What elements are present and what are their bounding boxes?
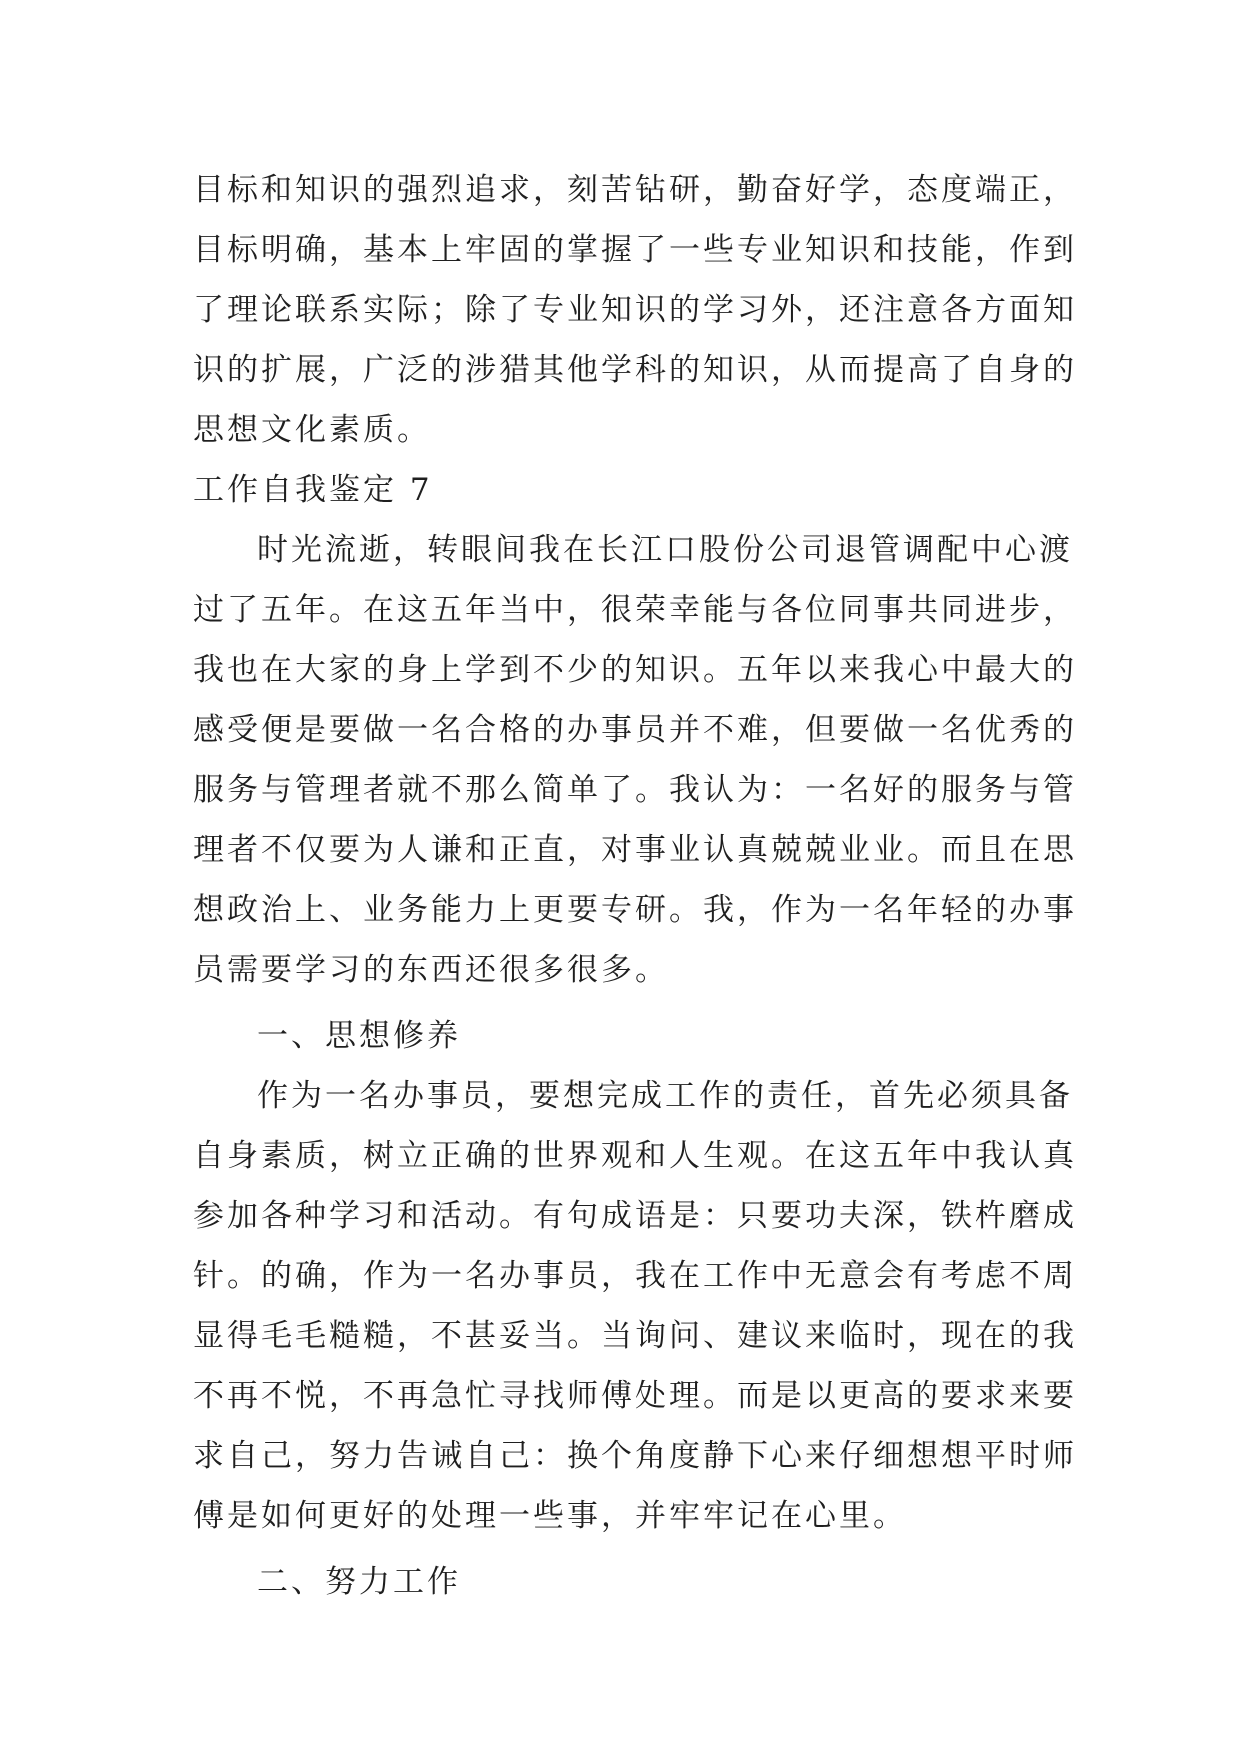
paragraph-2 [193,1066,1077,1546]
intro-paragraph [193,160,1077,460]
paragraph-1 [193,520,1077,1000]
text-line: 目标和知识的强烈追求，刻苦钻研，勤奋好学，态度端正， [193,172,1077,208]
text-line: 傅是如何更好的处理一些事，并牢牢记在心里。 [193,1498,907,1534]
text-line: 我也在大家的身上学到不少的知识。五年以来我心中最大的 [193,652,1077,688]
text-line: 服务与管理者就不那么简单了。我认为：一名好的服务与管 [193,772,1077,808]
text-line: 显得毛毛糙糙，不甚妥当。当询问、建议来临时，现在的我 [193,1318,1077,1354]
text-line: 了理论联系实际；除了专业知识的学习外，还注意各方面知 [193,292,1077,328]
text-line: 参加各种学习和活动。有句成语是：只要功夫深，铁杵磨成 [193,1198,1077,1234]
text-line: 员需要学习的东西还很多很多。 [193,952,669,988]
text-line: 不再不悦，不再急忙寻找师傅处理。而是以更高的要求来要 [193,1378,1077,1414]
text-line: 作为一名办事员，要想完成工作的责任，首先必须具备 [257,1078,1073,1114]
subsection-title-1: 一、思想修养 [257,1018,461,1054]
text-line: 理者不仅要为人谦和正直，对事业认真兢兢业业。而且在思 [193,832,1077,868]
text-line: 想政治上、业务能力上更要专研。我，作为一名年轻的办事 [193,892,1077,928]
text-line: 感受便是要做一名合格的办事员并不难，但要做一名优秀的 [193,712,1077,748]
text-line: 过了五年。在这五年当中，很荣幸能与各位同事共同进步， [193,592,1077,628]
text-line: 思想文化素质。 [193,412,431,448]
text-line: 识的扩展，广泛的涉猎其他学科的知识，从而提高了自身的 [193,352,1077,388]
document-body [193,160,1077,1612]
text-line: 针。的确，作为一名办事员，我在工作中无意会有考虑不周 [193,1258,1077,1294]
text-line: 求自己，努力告诫自己：换个角度静下心来仔细想想平时师 [193,1438,1077,1474]
text-line: 时光流逝，转眼间我在长江口股份公司退管调配中心渡 [257,532,1073,568]
section-heading: 工作自我鉴定 7 [193,472,433,508]
text-line: 自身素质，树立正确的世界观和人生观。在这五年中我认真 [193,1138,1077,1174]
subsection-title-2: 二、努力工作 [257,1564,461,1600]
text-line: 目标明确，基本上牢固的掌握了一些专业知识和技能，作到 [193,232,1077,268]
